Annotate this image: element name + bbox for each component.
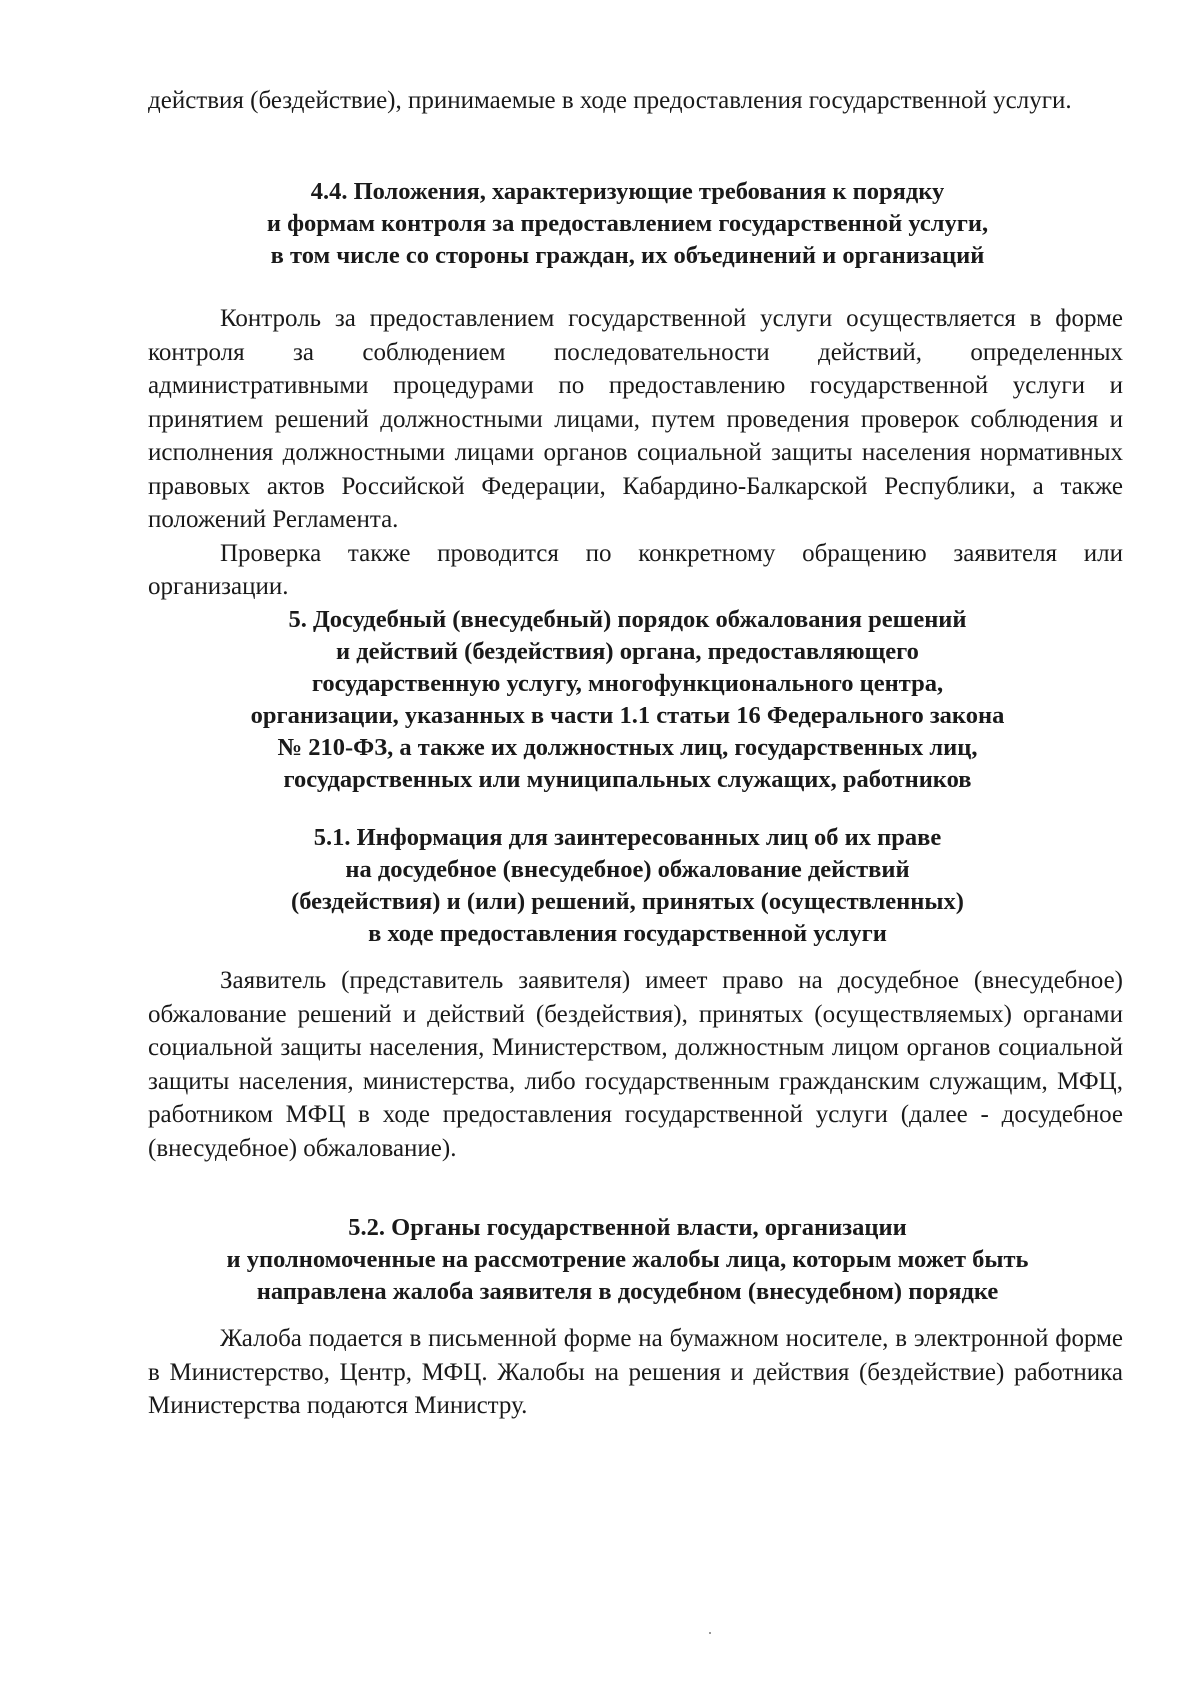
continuation-paragraph: действия (бездействие), принимаемые в ходе предоставления государственной услуги. [148,87,1072,114]
heading-line: государственную услугу, многофункционального центра, [311,670,944,697]
section-5-2-heading [140,1212,1115,1308]
section-5-1-body [148,964,1123,1165]
heading-line: и действий (бездействия) органа, предоставляющего [336,638,919,665]
heading-line: 5.1. Информация для заинтересованных лиц об их праве [313,824,942,851]
heading-line: 5. Досудебный (внесудебный) порядок обжалования решений [288,606,967,633]
heading-line: в том числе со стороны граждан, их объединений и организаций [270,242,985,269]
heading-line: 4.4. Положения, характеризующие требования к порядку [310,178,945,205]
heading-line: в ходе предоставления государственной услуги [368,920,887,947]
section-4-4-body [148,302,1123,604]
heading-line: на досудебное (внесудебное) обжалование действий [345,856,910,883]
section-5-heading [140,604,1115,796]
scan-speck [709,1632,711,1634]
heading-line: 5.2. Органы государственной власти, организации [348,1214,907,1241]
paragraph: Проверка также проводится по конкретному обращению заявителя или организации. [148,539,1123,600]
paragraph: Контроль за предоставлением государственной услуги осуществляется в форме контроля за соблюдением последовательности действий, определенных административными процедурами по предоставлению государственной услуги и принятием решений должностными лицами, путем проведения проверок соблюдения и исполнения должностными лицами органов социальной защиты населения нормативных правовых актов Российской Федерации, Кабардино-Балкарской Республики, а также положений Регламента. [148,305,1123,533]
paragraph: Заявитель (представитель заявителя) имеет право на досудебное (внесудебное) обжалование решений и действий (бездействия), принятых (осуществляемых) органами социальной защиты населения, Министерством, должностным лицом органов социальной защиты населения, министерства, либо государственным гражданским служащим, МФЦ, работником МФЦ в ходе предоставления государственной услуги (далее - досудебное (внесудебное) обжалование). [148,967,1123,1162]
heading-line: направлена жалоба заявителя в досудебном (внесудебном) порядке [256,1278,999,1305]
heading-line: (бездействия) и (или) решений, принятых (осуществленных) [291,888,964,915]
paragraph: Жалоба подается в письменной форме на бумажном носителе, в электронной форме в Министерство, Центр, МФЦ. Жалобы на решения и действия (бездействие) работника Министерства подаются Министру. [148,1325,1123,1419]
section-5-2-body [148,1322,1123,1423]
heading-line: и уполномоченные на рассмотрение жалобы лица, которым может быть [226,1246,1029,1273]
section-4-4-heading [140,176,1115,272]
heading-line: государственных или муниципальных служащих, работников [283,766,972,793]
heading-line: и формам контроля за предоставлением государственной услуги, [266,210,989,237]
continuation-block [148,84,1123,118]
section-5-1-heading [140,822,1115,950]
heading-line: организации, указанных в части 1.1 статьи 16 Федерального закона [250,702,1005,729]
heading-line: № 210-ФЗ, а также их должностных лиц, государственных лиц, [277,734,978,761]
